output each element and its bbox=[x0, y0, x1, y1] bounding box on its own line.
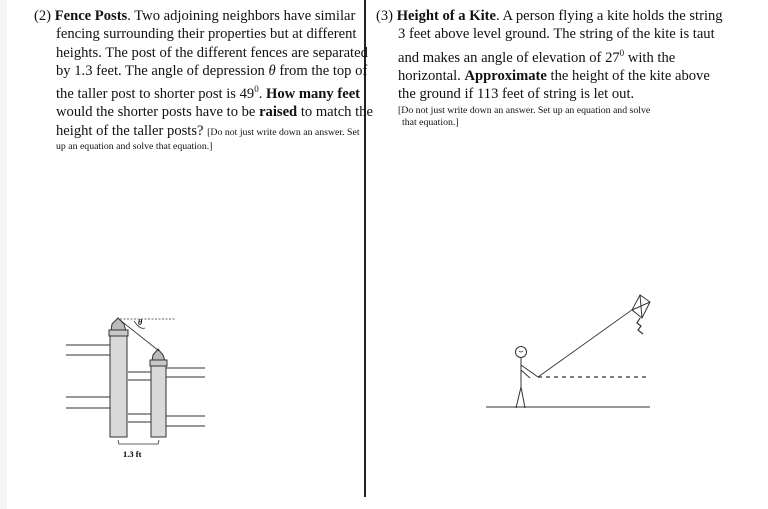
problem-3-text-c: the height of the kite above the ground if 113 feet of string is let out. bbox=[398, 67, 710, 103]
problem-2-note-a: [Do not just write down an answer. Set bbox=[207, 126, 360, 138]
angle-label: θ bbox=[138, 318, 143, 327]
problem-2-text-b: from the top of the taller post to shorter post is 49 bbox=[56, 62, 368, 103]
problem-3-note-b: that equation.] bbox=[402, 116, 459, 128]
problem-2-text-a: . Two adjoining neighbors have similar fencing surrounding their properties but at different heights. The post of the different fences are separated by 1.3 feet. The angle of depression bbox=[56, 8, 368, 79]
problem-3-text-b: with the horizontal. bbox=[398, 49, 676, 84]
problem-2-text-d: would the shorter posts have to be bbox=[56, 104, 260, 121]
problem-3-text-a: . A person flying a kite holds the string 3 feet above level ground. The string of the kite is taut and makes an angle of elevation of 27 bbox=[398, 8, 723, 66]
problem-2-title: Fence Posts bbox=[54, 8, 128, 24]
problem-2-text-e: to match the height of the taller posts? bbox=[56, 104, 373, 139]
problem-2-bold-question: How many feet bbox=[266, 86, 361, 103]
kite bbox=[632, 295, 650, 334]
degree-symbol: 0 bbox=[619, 47, 625, 58]
problem-2-text-c: . bbox=[258, 86, 267, 103]
person bbox=[516, 347, 539, 409]
degree-symbol: 0 bbox=[254, 84, 259, 95]
problem-2-note-b: up an equation and solve that equation.] bbox=[56, 140, 213, 152]
kite-string bbox=[538, 307, 636, 377]
problem-2-number: (2) bbox=[34, 8, 52, 24]
problem-3-title: Height of a Kite bbox=[396, 8, 496, 24]
problem-2-bold-raised: raised bbox=[259, 104, 298, 121]
problem-3-note-a: [Do not just write down an answer. Set up an equation and solve bbox=[398, 105, 651, 117]
theta-symbol: θ bbox=[268, 62, 276, 79]
separation-label: 1.3 ft bbox=[123, 449, 142, 459]
problem-3-bold-approximate: Approximate bbox=[464, 67, 547, 84]
problem-3-number: (3) bbox=[376, 8, 394, 24]
